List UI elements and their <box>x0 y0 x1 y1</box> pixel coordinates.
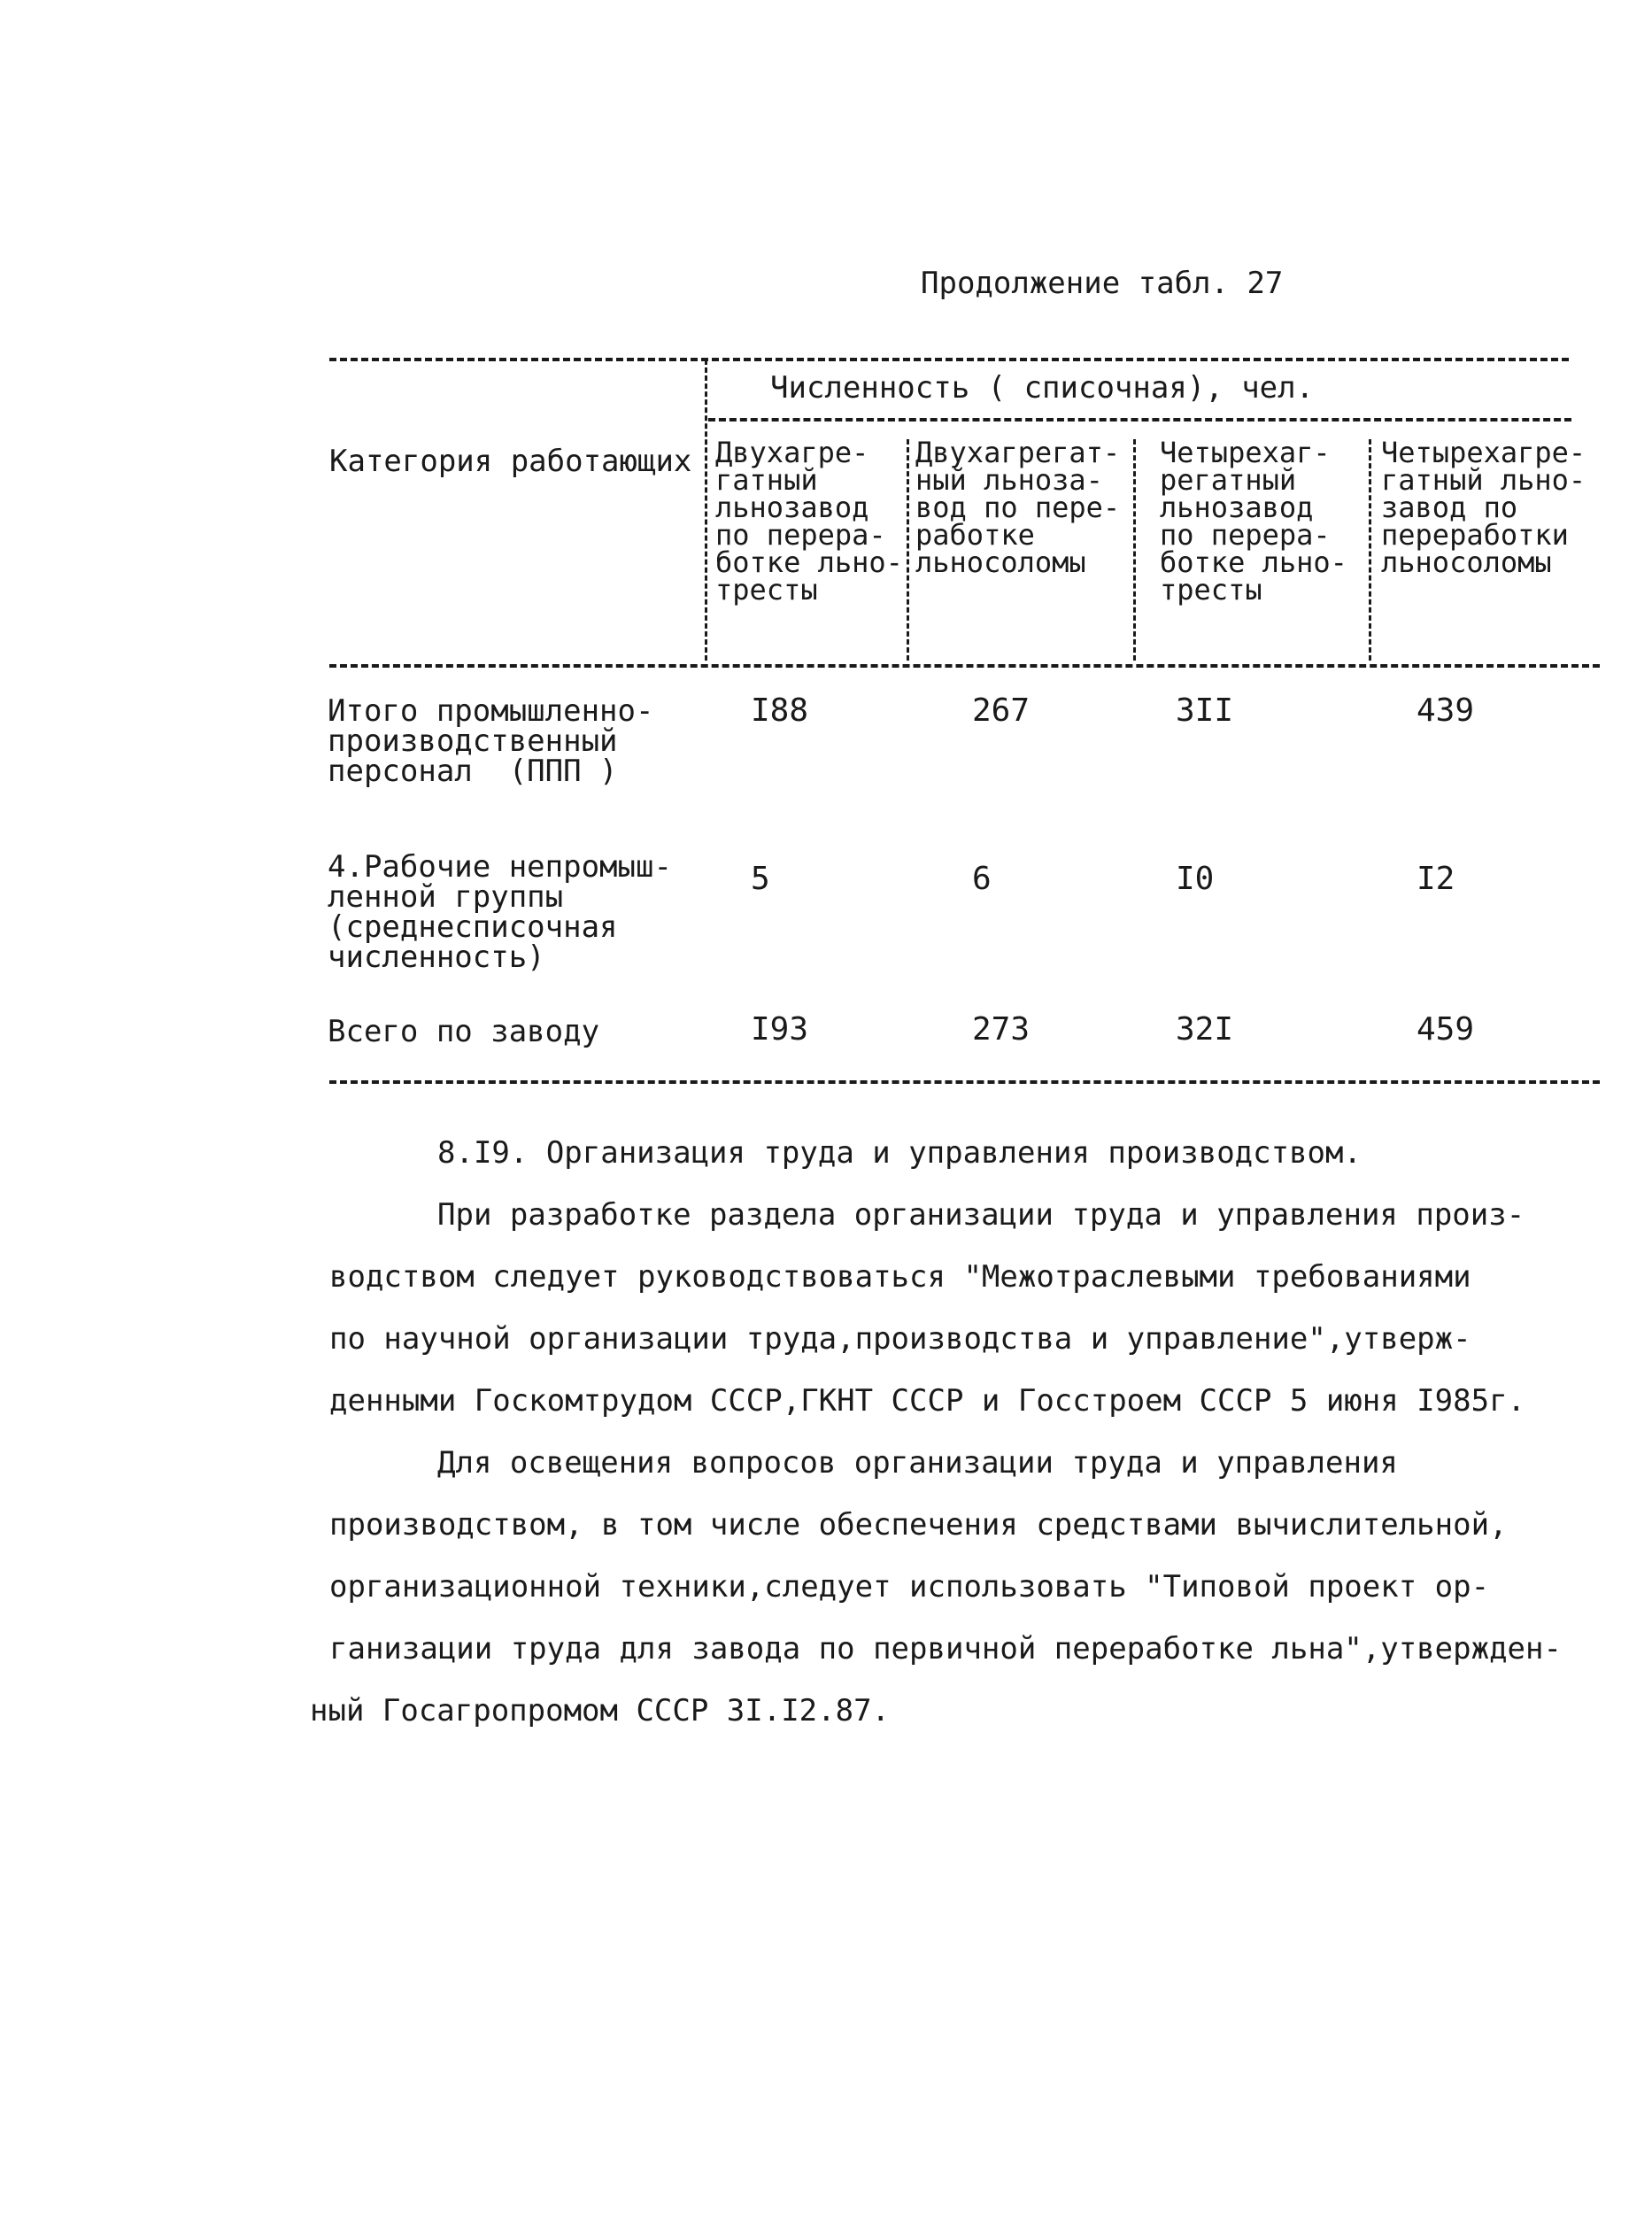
group-header-rule <box>708 418 1571 421</box>
paragraph-line: производством, в том числе обеспечения средствами вычислительной, <box>329 1507 1508 1543</box>
paragraph-line: организационной техники,следует использовать "Типовой проект ор- <box>329 1569 1490 1605</box>
column-header-3: Четырехаг- регатный льнозавод по перера- ботке льно- тресты <box>1160 436 1347 607</box>
cell-value: 267 <box>972 692 1031 729</box>
cell-value: 3II <box>1176 692 1234 729</box>
cell-value: I88 <box>751 692 809 729</box>
paragraph-line: водством следует руководствоваться "Межотраслевыми требованиями <box>329 1259 1471 1295</box>
row-label: Всего по заводу <box>328 1014 600 1049</box>
table-caption: Продолжение табл. 27 <box>921 266 1284 301</box>
column-divider-1 <box>705 360 707 661</box>
cell-value: 273 <box>972 1011 1031 1048</box>
paragraph-line: При разработке раздела организации труда и управления произ- <box>437 1197 1525 1233</box>
paragraph-line: по научной организации труда,производства и управление",утверж- <box>329 1321 1471 1357</box>
column-divider-3 <box>1133 439 1136 661</box>
column-divider-4 <box>1369 439 1371 661</box>
column-header-1: Двухагре- гатный льнозавод по перера- ботке льно- тресты <box>715 436 903 607</box>
table-top-rule <box>329 358 1569 361</box>
paragraph-line: ганизации труда для завода по первичной переработке льна",утвержден- <box>329 1631 1562 1667</box>
cell-value: I93 <box>751 1011 809 1048</box>
group-header: Численность ( списочная), чел. <box>770 370 1315 406</box>
section-heading: 8.I9. Организация труда и управления производством. <box>437 1135 1362 1171</box>
paragraph-line: Для освещения вопросов организации труда и управления <box>437 1445 1398 1481</box>
cell-value: 6 <box>972 861 992 897</box>
row-label: 4.Рабочие непромыш- ленной группы (среднесписочная численность) <box>328 849 672 975</box>
header-bottom-rule <box>329 664 1600 668</box>
table-bottom-rule <box>329 1080 1600 1084</box>
column-header-2: Двухагрегат- ный льноза- вод по пере- работке льносоломы <box>915 436 1121 579</box>
paragraph-line: денными Госкомтрудом СССР,ГКНТ СССР и Госстроем СССР 5 июня I985г. <box>329 1383 1526 1419</box>
cell-value: 439 <box>1417 692 1475 729</box>
cell-value: I2 <box>1417 861 1455 897</box>
cell-value: 32I <box>1176 1011 1234 1048</box>
cell-value: I0 <box>1176 861 1215 897</box>
stub-header: Категория работающих <box>329 444 692 479</box>
row-label: Итого промышленно- производственный персонал (ППП ) <box>328 693 654 789</box>
column-divider-2 <box>907 439 909 661</box>
paragraph-line: ный Госагропромом СССР 3I.I2.87. <box>310 1693 891 1728</box>
cell-value: 459 <box>1417 1011 1475 1048</box>
cell-value: 5 <box>751 861 770 897</box>
column-header-4: Четырехагре- гатный льно- завод по переработки льносоломы <box>1381 436 1586 579</box>
